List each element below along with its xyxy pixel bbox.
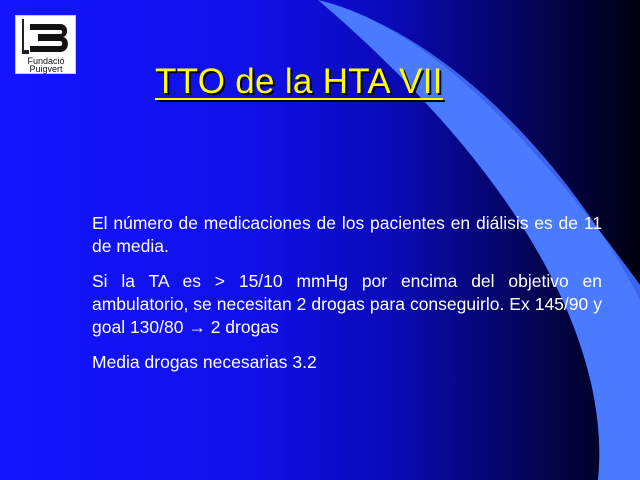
logo-text-line2: Puigvert <box>29 64 63 74</box>
bullet-ta-two-drugs: Si la TA es > 15/10 mmHg por encima del objetivo en ambulatorio, se necesitan 2 drogas para conseguirlo. Ex 145/90 y goal 130/80 → 2 drogas <box>92 271 602 337</box>
bullet-average-drugs: Media drogas necesarias 3.2 <box>92 352 317 372</box>
bullet-dialysis-medications: El número de medicaciones de los pacientes en diálisis es de 11 de media. <box>92 213 602 256</box>
logo-text-line1: Fundació <box>27 56 65 66</box>
logo-mark-icon <box>16 16 77 75</box>
fundacio-puigvert-logo <box>15 15 76 74</box>
slide-title: TTO de la HTA VII <box>155 62 443 101</box>
slide-body <box>92 212 602 386</box>
